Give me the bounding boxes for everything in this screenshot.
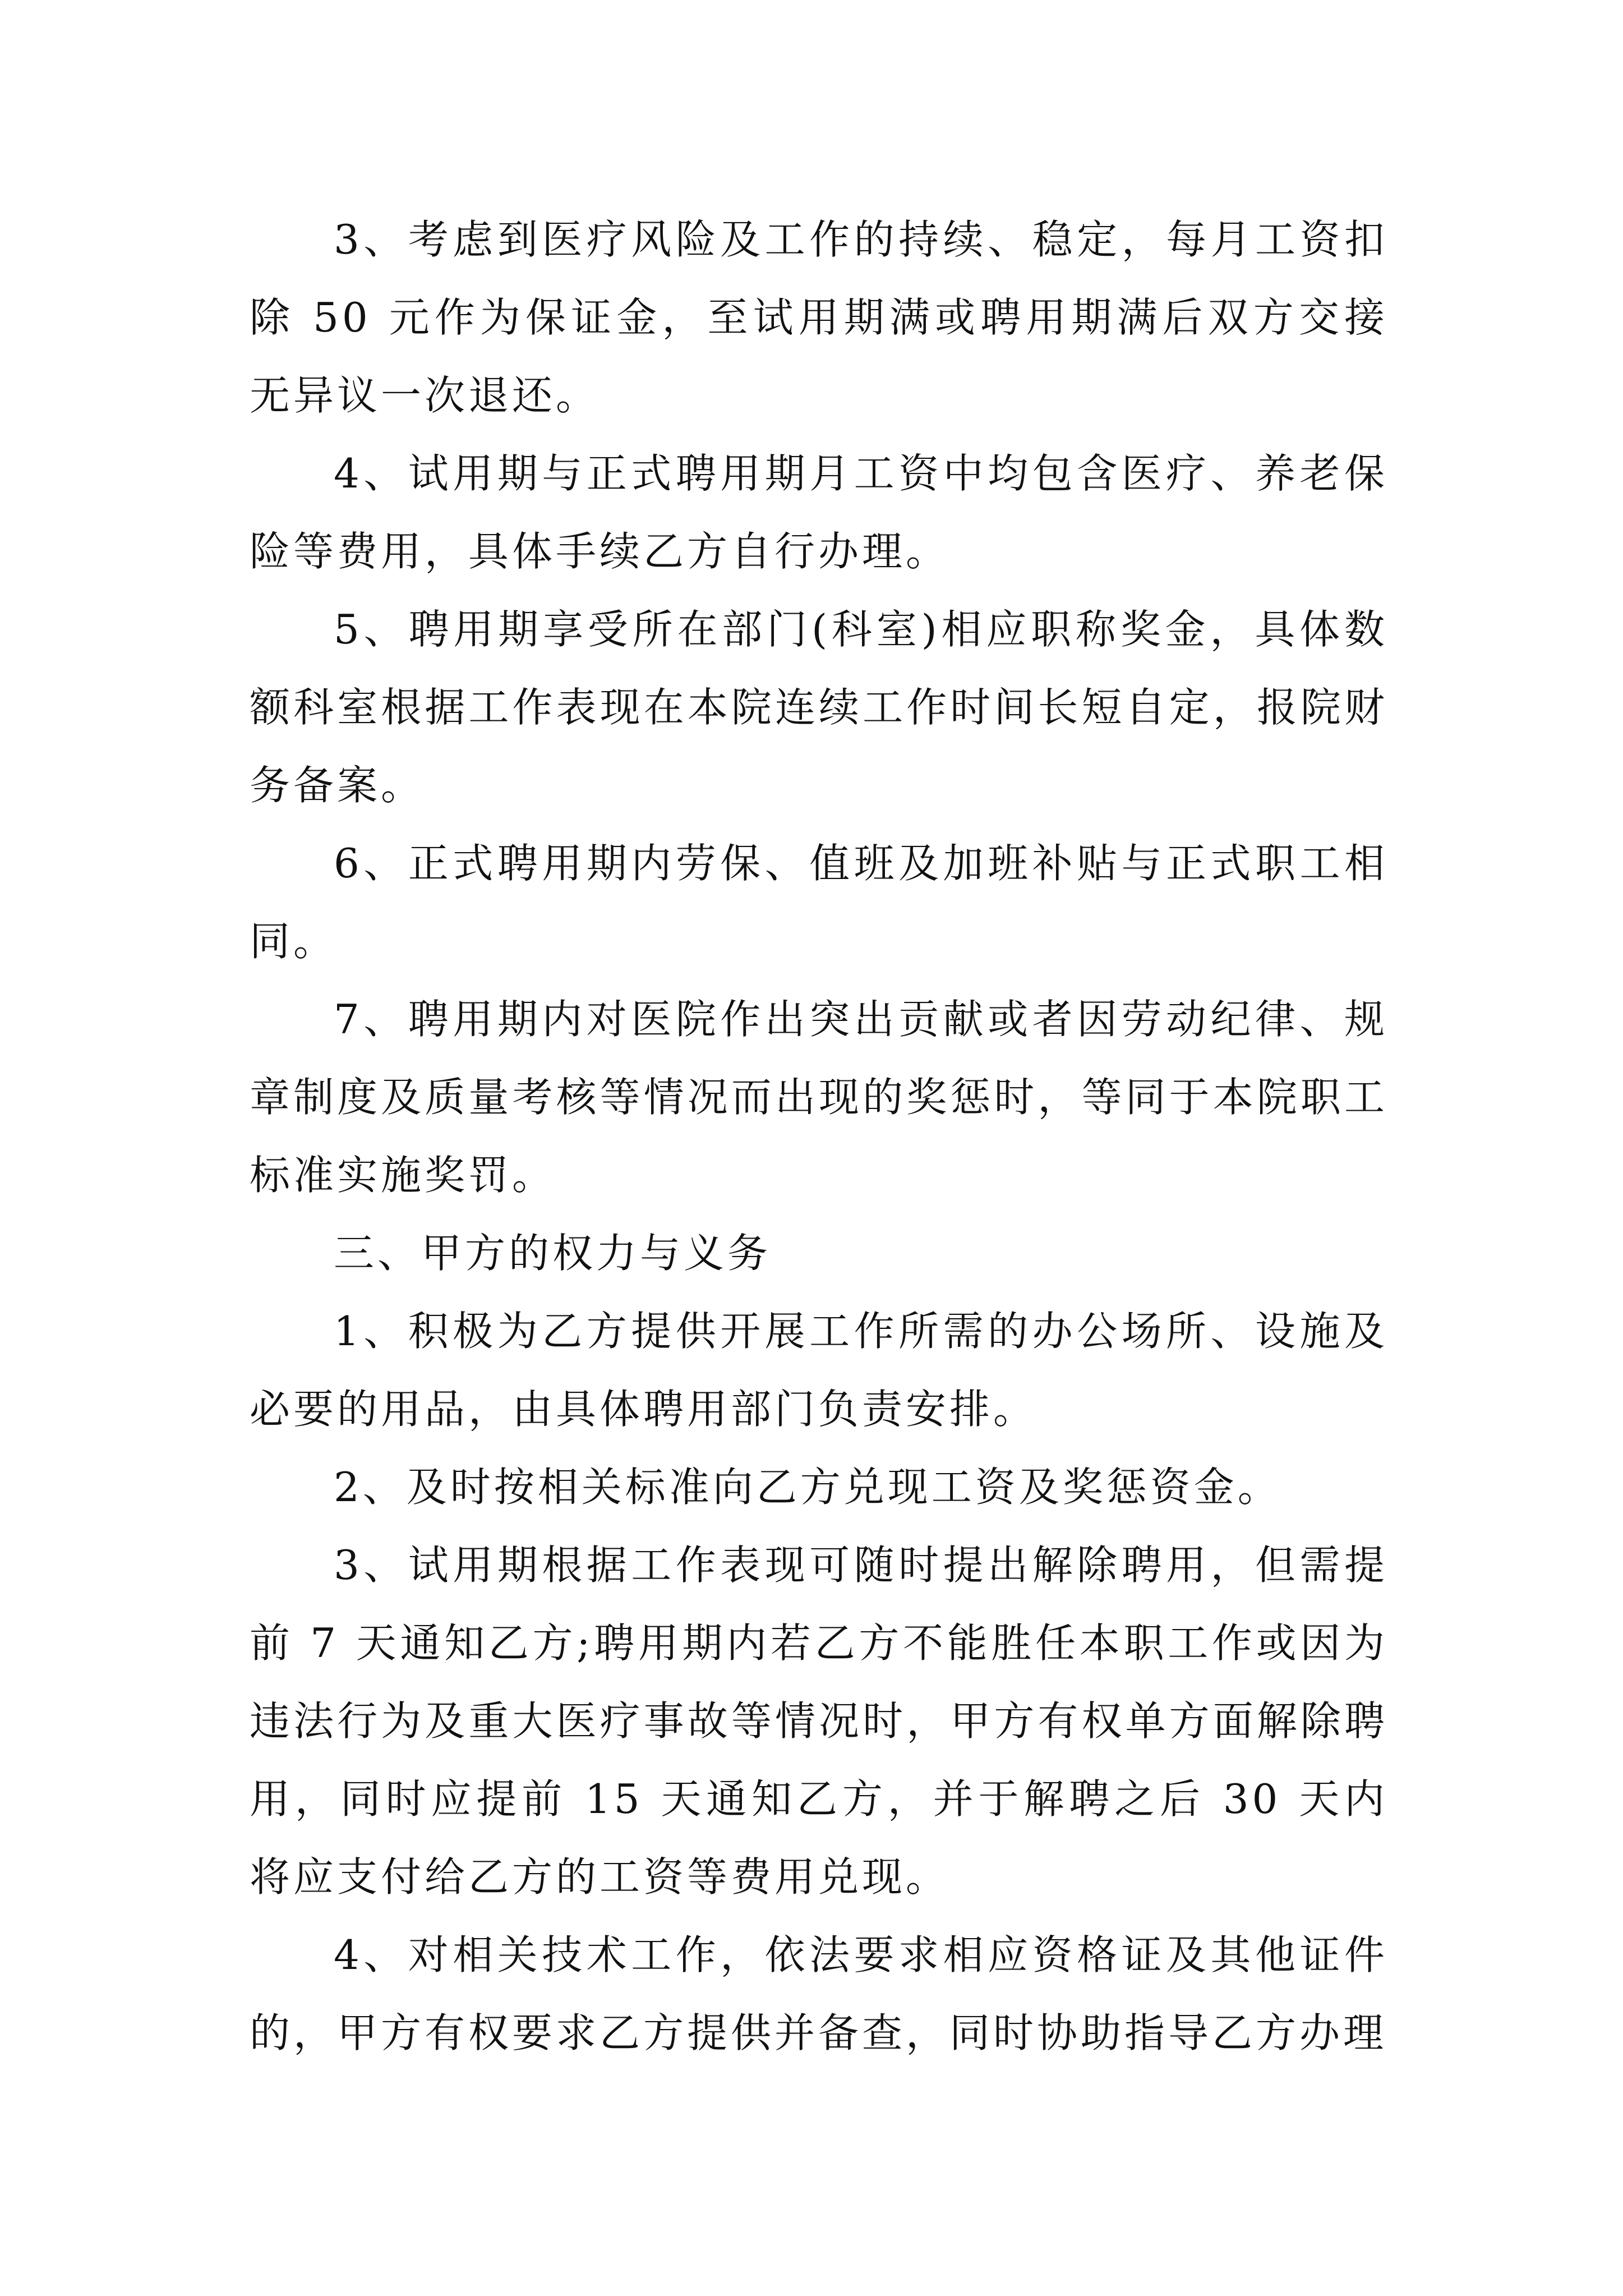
paragraph-termination: 3、试用期根据工作表现可随时提出解除聘用，但需提前 7 天通知乙方;聘用期内若乙方不能胜任本职工作或因为违法行为及重大医疗事故等情况时，甲方有权单方面解除聘用，同时应提前 15 天通知乙方，并于解聘之后 30 天内将应支付给乙方的工资等费用兑现。 xyxy=(250,1542,1388,1901)
paragraph-facilities: 1、积极为乙方提供开展工作所需的办公场所、设施及必要的用品，由具体聘用部门负责安排。 xyxy=(250,1308,1388,1433)
paragraph-deposit: 3、考虑到医疗风险及工作的持续、稳定，每月工资扣除 50 元作为保证金，至试用期满或聘用期满后双方交接无异议一次退还。 xyxy=(250,216,1388,419)
paragraph-insurance: 4、试用期与正式聘用期月工资中均包含医疗、养老保险等费用，具体手续乙方自行办理。 xyxy=(250,450,1388,575)
paragraph-bonus: 5、聘用期享受所在部门(科室)相应职称奖金，具体数额科室根据工作表现在本院连续工作时间长短自定，报院财务备案。 xyxy=(250,606,1388,809)
section-heading-party-a: 三、甲方的权力与义务 xyxy=(334,1230,772,1277)
paragraph-rewards: 7、聘用期内对医院作出突出贡献或者因劳动纪律、规章制度及质量考核等情况而出现的奖惩时，等同于本院职工标准实施奖罚。 xyxy=(250,996,1388,1199)
paragraph-subsidy: 6、正式聘用期内劳保、值班及加班补贴与正式职工相同。 xyxy=(250,840,1388,965)
document-body xyxy=(250,201,1388,2072)
paragraph-wages: 2、及时按相关标准向乙方兑现工资及奖惩资金。 xyxy=(334,1464,1281,1511)
paragraph-certificates: 4、对相关技术工作，依法要求相应资格证及其他证件的，甲方有权要求乙方提供并备查，同时协助指导乙方办理 xyxy=(250,1931,1388,2056)
